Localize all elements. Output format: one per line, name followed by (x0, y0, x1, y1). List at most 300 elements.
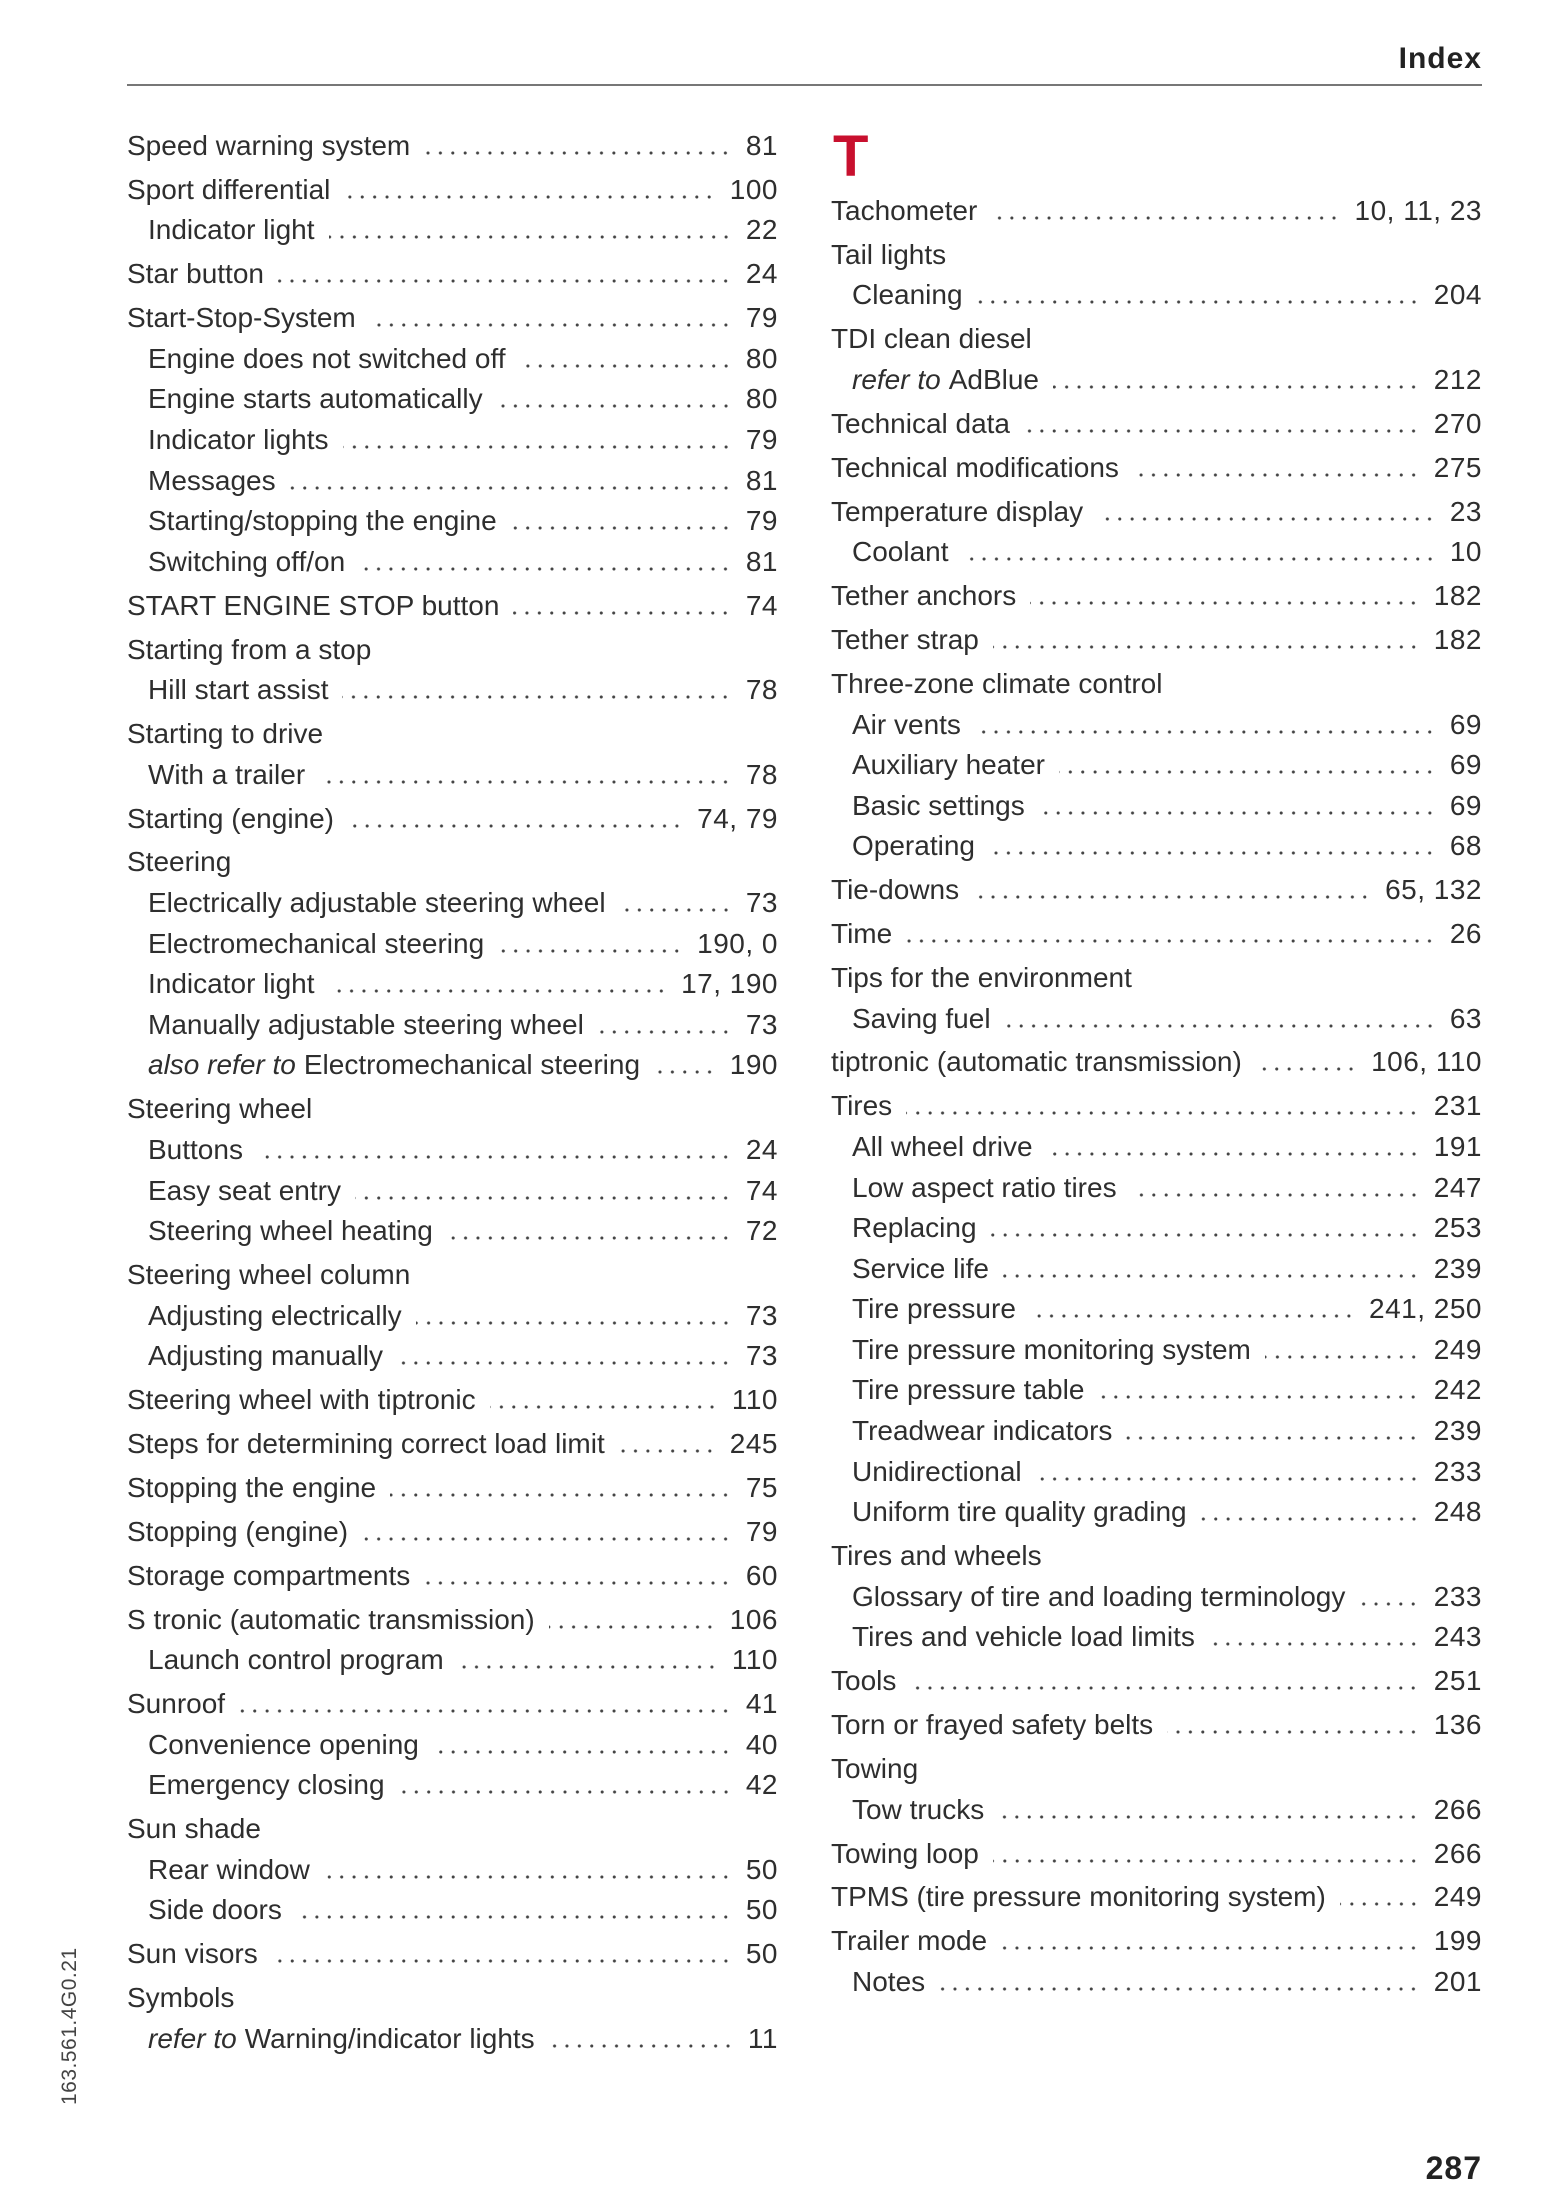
index-subentry[interactable] (127, 1296, 778, 1337)
dot-leader (498, 949, 683, 953)
dot-leader (1097, 517, 1436, 521)
index-entry[interactable] (127, 254, 778, 295)
entry-page-ref[interactable]: 75 (745, 1471, 778, 1503)
entry-term: All wheel drive (852, 1130, 1033, 1162)
index-entry[interactable] (831, 1086, 1482, 1127)
index-subentry[interactable] (831, 1492, 1482, 1533)
entry-term: Sunroof (127, 1688, 226, 1720)
entry-term: TDI clean diesel (831, 323, 1032, 355)
cross-reference-label: also refer to (148, 1049, 296, 1081)
index-entry[interactable] (831, 319, 1482, 360)
entry-term: Starting/stopping the engine (148, 505, 497, 537)
entry-page-ref[interactable]: 60 (745, 1559, 778, 1591)
index-entry[interactable] (127, 1512, 778, 1553)
entry-term: Basic settings (852, 789, 1025, 821)
entry-page-ref[interactable]: 106 (729, 1603, 778, 1635)
entry-term: Emergency closing (148, 1769, 385, 1801)
index-subentry[interactable] (831, 532, 1482, 573)
entry-page-ref[interactable]: 199 (1433, 1925, 1482, 1957)
dot-leader (397, 1361, 732, 1365)
dot-leader (1265, 1355, 1420, 1359)
entry-term: Start-Stop-System (127, 302, 356, 334)
index-entry[interactable] (831, 664, 1482, 705)
index-entry[interactable] (127, 1424, 778, 1465)
index-entry[interactable] (831, 1661, 1482, 1702)
dot-leader (1201, 1517, 1420, 1521)
entry-term: Technical data (831, 407, 1011, 439)
entry-term: With a trailer (148, 758, 306, 790)
entry-term: Tail lights (831, 238, 947, 270)
dot-leader (1133, 473, 1420, 477)
entry-page-ref[interactable]: 191 (1433, 1130, 1482, 1162)
entry-page-ref[interactable]: 79 (745, 505, 778, 537)
cross-reference-label: refer to (148, 2022, 237, 2054)
entry-term: Hill start assist (148, 674, 329, 706)
index-entry[interactable] (127, 1468, 778, 1509)
index-subentry[interactable] (831, 1168, 1482, 1209)
entry-term: Engine does not switched off (148, 342, 506, 374)
entry-page-ref[interactable]: 275 (1433, 451, 1482, 483)
entry-page-ref[interactable]: 80 (745, 342, 778, 374)
dot-leader (1340, 1902, 1420, 1906)
dot-leader (906, 1111, 1420, 1115)
index-subentry[interactable] (127, 1005, 778, 1046)
index-subentry[interactable] (127, 501, 778, 542)
dot-leader (549, 1625, 716, 1629)
entry-term: Tachometer (831, 195, 978, 226)
entry-page-ref[interactable]: 182 (1433, 580, 1482, 612)
entry-page-ref[interactable]: 26 (1449, 918, 1482, 950)
entry-page-ref[interactable]: 10, 11, 23 (1354, 195, 1482, 226)
dot-leader (329, 235, 732, 239)
entry-page-ref[interactable]: 270 (1433, 407, 1482, 439)
dot-leader (416, 1321, 732, 1325)
index-entry[interactable] (127, 586, 778, 627)
entry-term: Technical modifications (831, 451, 1119, 483)
index-subentry[interactable] (831, 1962, 1482, 2003)
entry-term: Auxiliary heater (852, 749, 1045, 781)
index-subentry[interactable] (127, 755, 778, 796)
entry-page-ref[interactable]: 81 (745, 545, 778, 577)
entry-term: Speed warning system (127, 130, 411, 161)
entry-term: Indicator lights (148, 424, 329, 456)
entry-term: Sun shade (127, 1813, 261, 1845)
index-subentry[interactable] (127, 883, 778, 924)
index-subentry[interactable] (831, 1790, 1482, 1831)
document-code: 163.561.4G0.21 (58, 1947, 81, 2105)
index-subentry[interactable] (127, 1171, 778, 1212)
index-subentry[interactable] (127, 1725, 778, 1766)
dot-leader (362, 1537, 732, 1541)
dot-leader (973, 895, 1371, 899)
index-subentry[interactable] (831, 1289, 1482, 1330)
entry-page-ref[interactable]: 17, 190 (681, 968, 778, 1000)
entry-page-ref[interactable]: 79 (745, 302, 778, 334)
entry-term: Adjusting manually (148, 1340, 384, 1372)
entry-term: AdBlue (948, 363, 1039, 395)
page-header-title: Index (1398, 42, 1482, 75)
index-entry[interactable] (831, 1042, 1482, 1083)
dot-leader (1098, 1395, 1419, 1399)
entry-term: Starting from a stop (127, 633, 372, 665)
index-subentry[interactable] (127, 1765, 778, 1806)
entry-term: Steering (127, 846, 232, 878)
entry-term: Warning/indicator lights (244, 2022, 535, 2054)
entry-term: Tire pressure table (852, 1374, 1085, 1406)
index-subentry[interactable] (127, 210, 778, 251)
entry-term: TPMS (tire pressure monitoring system) (831, 1881, 1326, 1913)
dot-leader (324, 1875, 732, 1879)
dot-leader (977, 300, 1420, 304)
index-subentry[interactable] (127, 1045, 778, 1086)
dot-leader (598, 1030, 732, 1034)
dot-leader (1047, 1152, 1420, 1156)
entry-term: Service life (852, 1252, 989, 1284)
entry-term: Three-zone climate control (831, 667, 1163, 699)
entry-term: Storage compartments (127, 1559, 411, 1591)
dot-leader (906, 939, 1436, 943)
index-subentry[interactable] (127, 1890, 778, 1931)
entry-page-ref[interactable]: 73 (745, 887, 778, 919)
dot-leader (963, 557, 1436, 561)
entry-page-ref[interactable]: 253 (1433, 1212, 1482, 1244)
entry-page-ref[interactable]: 266 (1433, 1793, 1482, 1825)
dot-leader (399, 1790, 732, 1794)
entry-page-ref[interactable]: 68 (1449, 830, 1482, 862)
entry-page-ref[interactable]: 69 (1449, 708, 1482, 740)
index-subentry[interactable] (127, 339, 778, 380)
index-subentry[interactable] (831, 745, 1482, 786)
index-column-right (831, 126, 1482, 2002)
entry-term: Steering wheel with tiptronic (127, 1384, 476, 1416)
dot-leader (993, 645, 1420, 649)
index-entry[interactable] (831, 448, 1482, 489)
entry-term: Tie-downs (831, 874, 960, 906)
entry-page-ref[interactable]: 231 (1433, 1090, 1482, 1122)
dot-leader (1024, 429, 1420, 433)
dot-leader (348, 824, 683, 828)
dot-leader (344, 195, 715, 199)
entry-term: Steering wheel (127, 1093, 313, 1125)
index-entry[interactable] (127, 1684, 778, 1725)
index-entry[interactable] (831, 870, 1482, 911)
entry-term: Towing (831, 1753, 919, 1785)
dot-leader (1059, 770, 1436, 774)
entry-page-ref[interactable]: 249 (1433, 1333, 1482, 1365)
index-entry[interactable] (127, 1978, 778, 2019)
entry-term: Treadwear indicators (852, 1415, 1113, 1447)
index-entry[interactable] (831, 1705, 1482, 1746)
entry-term: Tire pressure monitoring system (852, 1333, 1251, 1365)
index-subentry[interactable] (831, 1249, 1482, 1290)
index-subentry[interactable] (831, 1577, 1482, 1618)
dot-leader (290, 486, 732, 490)
entry-page-ref[interactable]: 243 (1433, 1621, 1482, 1653)
index-subentry[interactable] (831, 275, 1482, 316)
entry-page-ref[interactable]: 69 (1449, 789, 1482, 821)
entry-page-ref[interactable]: 249 (1433, 1881, 1482, 1913)
entry-page-ref[interactable]: 11 (747, 2022, 778, 2054)
entry-page-ref[interactable]: 100 (729, 173, 778, 205)
entry-term: Torn or frayed safety belts (831, 1709, 1154, 1741)
dot-leader (520, 364, 732, 368)
entry-page-ref[interactable]: 78 (745, 758, 778, 790)
entry-page-ref[interactable]: 73 (745, 1340, 778, 1372)
entry-term: Tire pressure (852, 1293, 1016, 1325)
entry-page-ref[interactable]: 248 (1433, 1496, 1482, 1528)
entry-page-ref[interactable]: 74, 79 (697, 802, 778, 834)
index-subentry[interactable] (127, 964, 778, 1005)
entry-page-ref[interactable]: 50 (745, 1853, 778, 1885)
entry-page-ref[interactable]: 78 (745, 674, 778, 706)
index-entry[interactable] (831, 914, 1482, 955)
dot-leader (447, 1236, 732, 1240)
entry-page-ref[interactable]: 201 (1433, 1965, 1482, 1997)
dot-leader (549, 2044, 734, 2048)
index-entry[interactable] (127, 1934, 778, 1975)
entry-term: Tips for the environment (831, 961, 1132, 993)
entry-page-ref[interactable]: 79 (745, 1515, 778, 1547)
index-entry[interactable] (127, 799, 778, 840)
entry-page-ref[interactable]: 239 (1433, 1252, 1482, 1284)
entry-page-ref[interactable]: 42 (745, 1769, 778, 1801)
index-entry[interactable] (127, 630, 778, 671)
index-subentry[interactable] (831, 1411, 1482, 1452)
dot-leader (433, 1750, 732, 1754)
dot-leader (620, 908, 732, 912)
dot-leader (1039, 811, 1436, 815)
index-subentry[interactable] (831, 1452, 1482, 1493)
dot-leader (1126, 1436, 1419, 1440)
dot-leader (370, 323, 732, 327)
index-entry[interactable] (831, 1877, 1482, 1918)
index-subentry[interactable] (127, 2019, 778, 2060)
entry-page-ref[interactable]: 106, 110 (1371, 1046, 1482, 1078)
index-entry[interactable] (831, 576, 1482, 617)
entry-page-ref[interactable]: 190 (729, 1049, 778, 1081)
entry-term: Steps for determining correct load limit (127, 1427, 605, 1459)
entry-page-ref[interactable]: 72 (745, 1215, 778, 1247)
entry-page-ref[interactable]: 79 (745, 424, 778, 456)
index-entry[interactable] (831, 191, 1482, 232)
entry-term: Star button (127, 258, 264, 290)
index-subentry[interactable] (127, 542, 778, 583)
index-entry[interactable] (831, 958, 1482, 999)
index-entry[interactable] (831, 492, 1482, 533)
entry-term: Launch control program (148, 1644, 444, 1676)
index-subentry[interactable] (831, 826, 1482, 867)
dot-leader (424, 1581, 732, 1585)
entry-term: Stopping the engine (127, 1471, 377, 1503)
entry-term: Cleaning (852, 279, 963, 311)
entry-term: Easy seat entry (148, 1174, 341, 1206)
index-entry[interactable] (831, 1749, 1482, 1790)
entry-page-ref[interactable]: 73 (745, 1299, 778, 1331)
entry-term: Electromechanical steering (148, 927, 485, 959)
index-subentry[interactable] (127, 670, 778, 711)
entry-page-ref[interactable]: 182 (1433, 624, 1482, 656)
dot-leader (1209, 1642, 1420, 1646)
entry-term: Saving fuel (852, 1002, 991, 1034)
index-entry[interactable] (127, 1600, 778, 1641)
index-entry[interactable] (127, 170, 778, 211)
index-subentry[interactable] (831, 1127, 1482, 1168)
index-subentry[interactable] (127, 1130, 778, 1171)
index-subentry[interactable] (831, 1370, 1482, 1411)
entry-term: Tether anchors (831, 580, 1017, 612)
dot-leader (359, 567, 732, 571)
index-subentry[interactable] (831, 786, 1482, 827)
entry-term: Indicator light (148, 968, 315, 1000)
dot-leader (511, 526, 732, 530)
entry-page-ref[interactable]: 10 (1449, 536, 1482, 568)
dot-leader (1030, 1314, 1355, 1318)
entry-term: Rear window (148, 1853, 310, 1885)
index-entry[interactable] (127, 1089, 778, 1130)
entry-page-ref[interactable]: 63 (1449, 1002, 1482, 1034)
index-subentry[interactable] (831, 1617, 1482, 1658)
entry-term: Temperature display (831, 495, 1084, 527)
index-subentry[interactable] (831, 1208, 1482, 1249)
index-entry[interactable] (831, 620, 1482, 661)
index-entry[interactable] (127, 1255, 778, 1296)
entry-term: Time (831, 918, 893, 950)
entry-page-ref[interactable]: 74 (745, 1174, 778, 1206)
entry-term: tiptronic (automatic transmission) (831, 1046, 1242, 1078)
dot-leader (910, 1686, 1419, 1690)
entry-page-ref[interactable]: 81 (745, 464, 778, 496)
entry-term: Tether strap (831, 624, 979, 656)
entry-page-ref[interactable]: 40 (745, 1728, 778, 1760)
index-entry[interactable] (831, 1921, 1482, 1962)
dot-leader (989, 851, 1436, 855)
index-entry[interactable] (831, 1834, 1482, 1875)
entry-term: Manually adjustable steering wheel (148, 1008, 584, 1040)
dot-leader (1003, 1274, 1420, 1278)
entry-page-ref[interactable]: 50 (745, 1938, 778, 1970)
entry-page-ref[interactable]: 233 (1433, 1455, 1482, 1487)
entry-page-ref[interactable]: 69 (1449, 749, 1482, 781)
cross-reference-label: refer to (852, 363, 941, 395)
entry-term: Air vents (852, 708, 961, 740)
index-entry[interactable] (831, 1536, 1482, 1577)
entry-page-ref[interactable]: 73 (745, 1008, 778, 1040)
index-entry[interactable] (127, 126, 778, 167)
entry-term: Starting (engine) (127, 802, 335, 834)
entry-term: Notes (852, 1965, 926, 1997)
entry-term: Switching off/on (148, 545, 346, 577)
entry-page-ref[interactable]: 24 (745, 1133, 778, 1165)
index-entry[interactable] (127, 1380, 778, 1421)
index-subentry[interactable] (127, 1850, 778, 1891)
index-entry[interactable] (127, 298, 778, 339)
entry-page-ref[interactable]: 24 (745, 258, 778, 290)
entry-page-ref[interactable]: 50 (745, 1894, 778, 1926)
dot-leader (390, 1493, 732, 1497)
dot-leader (239, 1709, 732, 1713)
entry-term: Indicator light (148, 214, 315, 246)
dot-leader (654, 1070, 716, 1074)
entry-page-ref[interactable]: 22 (745, 214, 778, 246)
dot-leader (1359, 1602, 1419, 1606)
dot-leader (1036, 1477, 1420, 1481)
dot-leader (424, 151, 732, 155)
index-entry[interactable] (127, 1809, 778, 1850)
entry-page-ref[interactable]: 80 (745, 383, 778, 415)
entry-term: Operating (852, 830, 975, 862)
entry-term: Tires and wheels (831, 1540, 1042, 1572)
dot-leader (1167, 1730, 1420, 1734)
dot-leader (991, 216, 1340, 220)
dot-leader (993, 1859, 1420, 1863)
entry-page-ref[interactable]: 212 (1433, 363, 1482, 395)
entry-page-ref[interactable]: 41 (745, 1688, 778, 1720)
index-subentry[interactable] (127, 379, 778, 420)
entry-page-ref[interactable]: 233 (1433, 1580, 1482, 1612)
index-subentry[interactable] (127, 1211, 778, 1252)
entry-term: Tow trucks (852, 1793, 985, 1825)
index-subentry[interactable] (127, 1640, 778, 1681)
entry-page-ref[interactable]: 242 (1433, 1374, 1482, 1406)
entry-term: Low aspect ratio tires (852, 1171, 1117, 1203)
entry-page-ref[interactable]: 247 (1433, 1171, 1482, 1203)
index-subentry[interactable] (831, 999, 1482, 1040)
index-subentry[interactable] (127, 924, 778, 965)
entry-term: Electromechanical steering (303, 1049, 641, 1081)
entry-page-ref[interactable]: 74 (745, 589, 778, 621)
index-entry[interactable] (831, 235, 1482, 276)
index-subentry[interactable] (831, 705, 1482, 746)
entry-page-ref[interactable]: 110 (731, 1384, 778, 1416)
index-subentry[interactable] (127, 420, 778, 461)
entry-page-ref[interactable]: 110 (731, 1644, 778, 1676)
index-entry[interactable] (127, 842, 778, 883)
entry-term: Electrically adjustable steering wheel (148, 887, 606, 919)
dot-leader (296, 1915, 732, 1919)
index-subentry[interactable] (127, 1336, 778, 1377)
entry-page-ref[interactable]: 81 (745, 130, 778, 161)
entry-page-ref[interactable]: 241, 250 (1369, 1293, 1482, 1325)
entry-page-ref[interactable]: 190, 0 (697, 927, 778, 959)
entry-page-ref[interactable]: 23 (1449, 495, 1482, 527)
entry-page-ref[interactable]: 204 (1433, 279, 1482, 311)
dot-leader (458, 1665, 718, 1669)
entry-page-ref[interactable]: 136 (1433, 1709, 1482, 1741)
index-entry[interactable] (831, 404, 1482, 445)
entry-page-ref[interactable]: 251 (1433, 1665, 1482, 1697)
index-subentry[interactable] (831, 360, 1482, 401)
dot-leader (1053, 385, 1420, 389)
dot-leader (490, 1405, 718, 1409)
entry-page-ref[interactable]: 266 (1433, 1837, 1482, 1869)
entry-page-ref[interactable]: 65, 132 (1385, 874, 1482, 906)
entry-page-ref[interactable]: 245 (729, 1427, 778, 1459)
index-subentry[interactable] (831, 1330, 1482, 1371)
dot-leader (257, 1155, 732, 1159)
index-subentry[interactable] (127, 461, 778, 502)
dot-leader (272, 1959, 732, 1963)
entry-term: Stopping (engine) (127, 1515, 349, 1547)
entry-term: Messages (148, 464, 276, 496)
entry-term: Steering wheel column (127, 1259, 411, 1290)
dot-leader (1001, 1946, 1420, 1950)
entry-term: START ENGINE STOP button (127, 589, 500, 621)
entry-term: Replacing (852, 1212, 977, 1244)
index-entry[interactable] (127, 714, 778, 755)
entry-page-ref[interactable]: 239 (1433, 1415, 1482, 1447)
entry-term: Side doors (148, 1894, 282, 1926)
index-entry[interactable] (127, 1556, 778, 1597)
